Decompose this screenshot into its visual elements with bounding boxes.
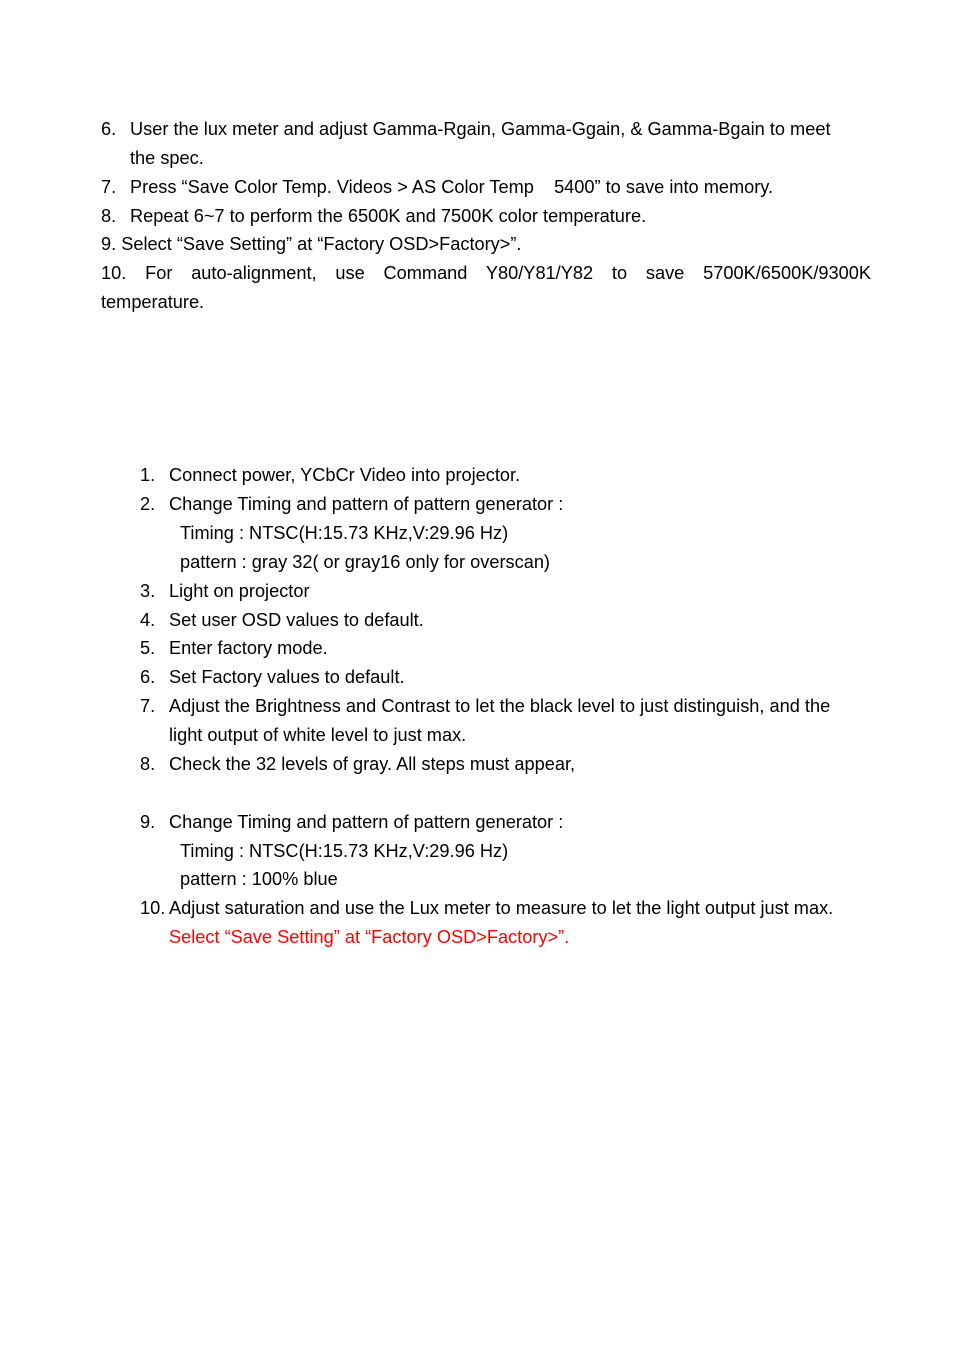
item-text: Connect power, YCbCr Video into projector. [169, 465, 521, 485]
item-number: 4. [140, 610, 156, 630]
item-text: Check the 32 levels of gray. All steps must appear, [169, 754, 576, 774]
item-number: 6. [101, 119, 117, 139]
item-number: 5. [140, 638, 156, 658]
item-text: Set Factory values to default. [169, 667, 405, 687]
item-number: 10. [140, 898, 166, 918]
paragraph-line: temperature. [101, 292, 205, 312]
item-text: Set user OSD values to default. [169, 610, 424, 630]
item-text: Press “Save Color Temp. Videos > AS Color Temp 5400” to save into memory. [130, 177, 774, 197]
sub-item: pattern : 100% blue [180, 869, 338, 889]
item-number: 7. [140, 696, 156, 716]
sub-item: Timing : NTSC(H:15.73 KHz,V:29.96 Hz) [180, 841, 509, 861]
item-continuation: the spec. [130, 148, 204, 168]
item-number: 8. [140, 754, 156, 774]
paragraph-line: 9. Select “Save Setting” at “Factory OSD>Factory>”. [101, 234, 522, 254]
item-text: Adjust saturation and use the Lux meter to measure to let the light output just max. [169, 898, 834, 918]
item-number: 3. [140, 581, 156, 601]
item-text: Change Timing and pattern of pattern generator : [169, 494, 564, 514]
item-number: 2. [140, 494, 156, 514]
item-number: 8. [101, 206, 117, 226]
item-number: 1. [140, 465, 156, 485]
item-text: Light on projector [169, 581, 310, 601]
item-text: Repeat 6~7 to perform the 6500K and 7500K color temperature. [130, 206, 647, 226]
paragraph-line: 10. For auto-alignment, use Command Y80/Y81/Y82 to save 5700K/6500K/9300K [101, 263, 871, 283]
item-text: Adjust the Brightness and Contrast to let the black level to just distinguish, and the [169, 696, 831, 716]
item-text: Change Timing and pattern of pattern generator : [169, 812, 564, 832]
item-number: 9. [140, 812, 156, 832]
item-number: 6. [140, 667, 156, 687]
highlighted-instruction: Select “Save Setting” at “Factory OSD>Factory>”. [169, 927, 570, 947]
item-text: User the lux meter and adjust Gamma-Rgain, Gamma-Ggain, & Gamma-Bgain to meet [130, 119, 831, 139]
item-text: Enter factory mode. [169, 638, 328, 658]
sub-item: pattern : gray 32( or gray16 only for overscan) [180, 552, 550, 572]
sub-item: Timing : NTSC(H:15.73 KHz,V:29.96 Hz) [180, 523, 509, 543]
item-continuation: light output of white level to just max. [169, 725, 467, 745]
item-number: 7. [101, 177, 117, 197]
